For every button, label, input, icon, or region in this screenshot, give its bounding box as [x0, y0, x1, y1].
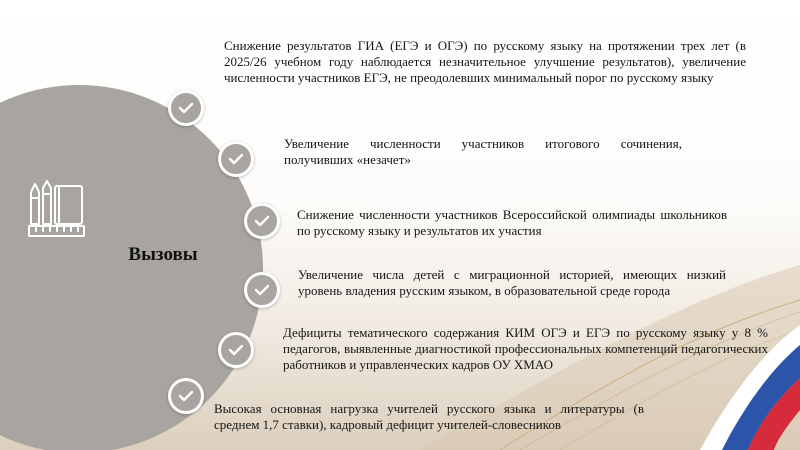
books-pencils-icon: [26, 178, 88, 240]
checkmark-icon: [244, 203, 280, 239]
challenge-item: Высокая основная нагрузка учителей русского языка и литературы (в среднем 1,7 ставки), кадровый дефицит учителей-словесников: [214, 401, 644, 432]
slide-title: Вызовы: [128, 244, 198, 265]
challenge-item: Дефициты тематического содержания КИМ ОГЭ и ЕГЭ по русскому языку у 8 % педагогов, выявленные диагностикой профессиональных компетенций педагогических работников и управленческих кадров ОУ ХМАО: [283, 325, 768, 372]
challenge-item: Увеличение числа детей с миграционной историей, имеющих низкий уровень владения русским языком, в образовательной среде города: [298, 267, 726, 298]
challenge-item: Увеличение численности участников итогового сочинения, получивших «незачет»: [284, 136, 682, 167]
checkmark-icon: [218, 141, 254, 177]
checkmark-icon: [168, 90, 204, 126]
checkmark-icon: [218, 332, 254, 368]
checkmark-icon: [244, 272, 280, 308]
challenge-item: Снижение результатов ГИА (ЕГЭ и ОГЭ) по русскому языку на протяжении трех лет (в 2025/26 учебном году наблюдается незначительное улучшение результатов), увеличение численности участников ЕГЭ, не преодолевших минимальный порог по русскому языку: [224, 38, 746, 85]
checkmark-icon: [168, 378, 204, 414]
challenge-item: Снижение численности участников Всероссийской олимпиады школьников по русскому языку и результатов их участия: [297, 207, 727, 238]
